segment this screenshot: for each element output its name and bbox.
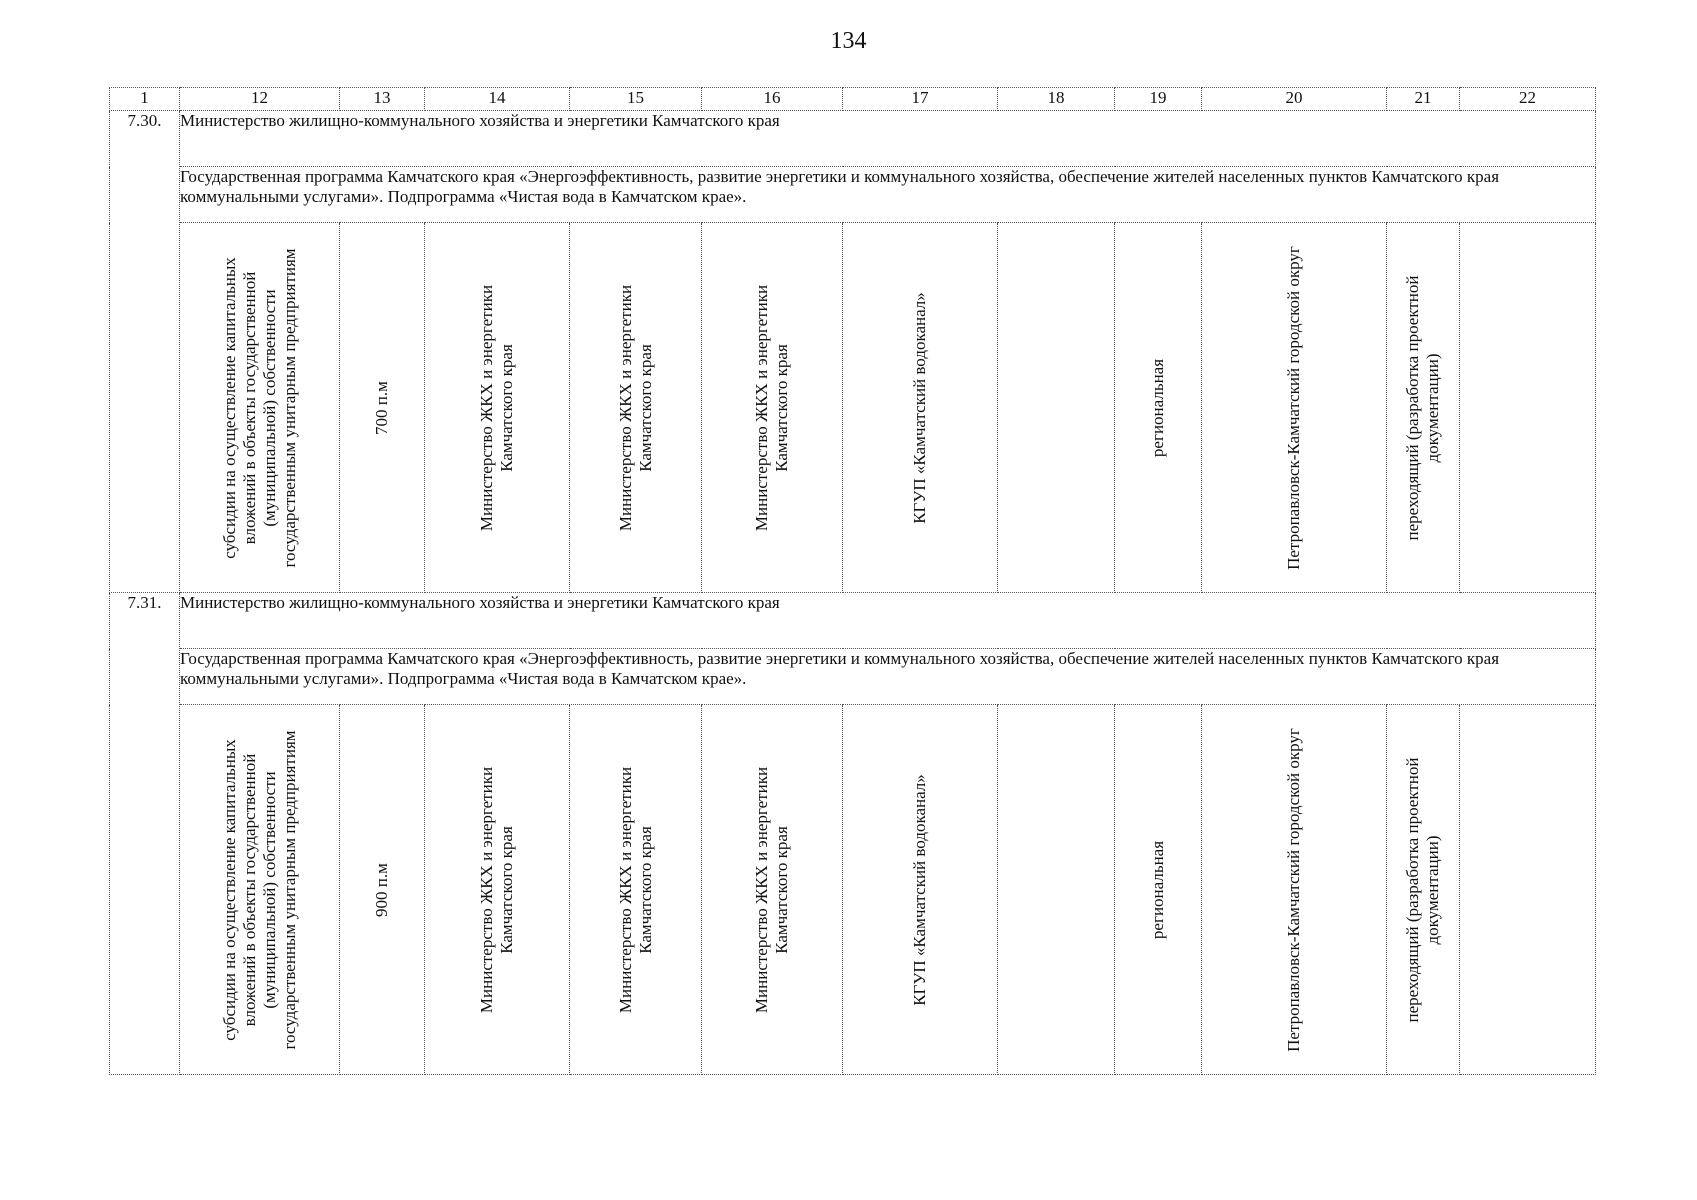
header-row bbox=[110, 88, 1596, 111]
cell-col-15 bbox=[570, 705, 702, 1075]
cell-location bbox=[1202, 705, 1387, 1075]
col-16-text: Министерство ЖКХ и энергетики Камчатского края bbox=[752, 766, 791, 1013]
status-text: переходящий (разработка проектной документации) bbox=[1403, 757, 1442, 1022]
col-header: 22 bbox=[1460, 88, 1596, 111]
cell-col-18 bbox=[998, 705, 1115, 1075]
program-name: Государственная программа Камчатского края «Энергоэффективность, развитие энергетики и коммунального хозяйства, обеспечение жителей населенных пунктов Камчатского края коммунальными услугами». Подпрограмма «Чистая вода в Камчатском крае». bbox=[180, 167, 1596, 223]
col-header: 18 bbox=[998, 88, 1115, 111]
cell-level bbox=[1115, 223, 1202, 593]
capacity-text: 900 п.м bbox=[372, 862, 391, 917]
col-15-text: Министерство ЖКХ и энергетики Камчатского края bbox=[615, 766, 655, 1013]
ministry-row bbox=[110, 593, 1596, 649]
col-header: 16 bbox=[702, 88, 843, 111]
cell-col-16 bbox=[702, 223, 843, 593]
cell-level bbox=[1115, 705, 1202, 1075]
cell-capacity bbox=[340, 705, 425, 1075]
cell-capacity bbox=[340, 223, 425, 593]
col-16-text: Министерство ЖКХ и энергетики Камчатского края bbox=[752, 284, 791, 531]
cell-col-14 bbox=[425, 223, 570, 593]
cell-col-22 bbox=[1460, 705, 1596, 1075]
cell-col-16 bbox=[702, 705, 843, 1075]
ministry-name: Министерство жилищно-коммунального хозяйства и энергетики Камчатского края bbox=[180, 111, 1596, 167]
col-header: 13 bbox=[340, 88, 425, 111]
col-header: 21 bbox=[1387, 88, 1460, 111]
status-text: переходящий (разработка проектной документации) bbox=[1403, 275, 1442, 540]
capacity-text: 700 п.м bbox=[372, 380, 391, 435]
row-number: 7.30. bbox=[110, 111, 180, 593]
level-text: региональная bbox=[1148, 358, 1167, 457]
operator-text: КГУП «Камчатский водоканал» bbox=[910, 773, 929, 1006]
operator-text: КГУП «Камчатский водоканал» bbox=[910, 291, 929, 524]
page-number: 134 bbox=[830, 28, 867, 54]
cell-location bbox=[1202, 223, 1387, 593]
col-header: 19 bbox=[1115, 88, 1202, 111]
col-header: 12 bbox=[180, 88, 340, 111]
document-table bbox=[109, 87, 1596, 1075]
col-header: 17 bbox=[843, 88, 998, 111]
col-header: 20 bbox=[1202, 88, 1387, 111]
col-header: 1 bbox=[110, 88, 180, 111]
row-number: 7.31. bbox=[110, 593, 180, 1075]
cell-funding-type bbox=[180, 223, 340, 593]
cell-operator bbox=[843, 223, 998, 593]
location-text: Петропавловск-Камчатский городской округ bbox=[1284, 245, 1303, 570]
program-row bbox=[110, 167, 1596, 223]
col-14-text: Министерство ЖКХ и энергетики Камчатского края bbox=[477, 766, 516, 1013]
data-row bbox=[110, 705, 1596, 1075]
funding-type-text: субсидии на осуществление капитальных вложений в объекты государственной (муниципальной) собственности государственным унитарным предприятиям bbox=[219, 729, 299, 1050]
col-header: 15 bbox=[570, 88, 702, 111]
cell-status bbox=[1387, 223, 1460, 593]
program-row bbox=[110, 649, 1596, 705]
level-text: региональная bbox=[1148, 840, 1167, 939]
col-15-text: Министерство ЖКХ и энергетики Камчатского края bbox=[615, 284, 655, 531]
cell-col-14 bbox=[425, 705, 570, 1075]
col-header: 14 bbox=[425, 88, 570, 111]
cell-col-15 bbox=[570, 223, 702, 593]
cell-funding-type bbox=[180, 705, 340, 1075]
cell-status bbox=[1387, 705, 1460, 1075]
data-row bbox=[110, 223, 1596, 593]
cell-operator bbox=[843, 705, 998, 1075]
cell-col-22 bbox=[1460, 223, 1596, 593]
program-name: Государственная программа Камчатского края «Энергоэффективность, развитие энергетики и коммунального хозяйства, обеспечение жителей населенных пунктов Камчатского края коммунальными услугами». Подпрограмма «Чистая вода в Камчатском крае». bbox=[180, 649, 1596, 705]
col-14-text: Министерство ЖКХ и энергетики Камчатского края bbox=[477, 284, 516, 531]
cell-col-18 bbox=[998, 223, 1115, 593]
funding-type-text: субсидии на осуществление капитальных вложений в объекты государственной (муниципальной) собственности государственным унитарным предприятиям bbox=[219, 247, 299, 568]
ministry-row bbox=[110, 111, 1596, 167]
location-text: Петропавловск-Камчатский городской округ bbox=[1284, 727, 1303, 1052]
ministry-name: Министерство жилищно-коммунального хозяйства и энергетики Камчатского края bbox=[180, 593, 1596, 649]
